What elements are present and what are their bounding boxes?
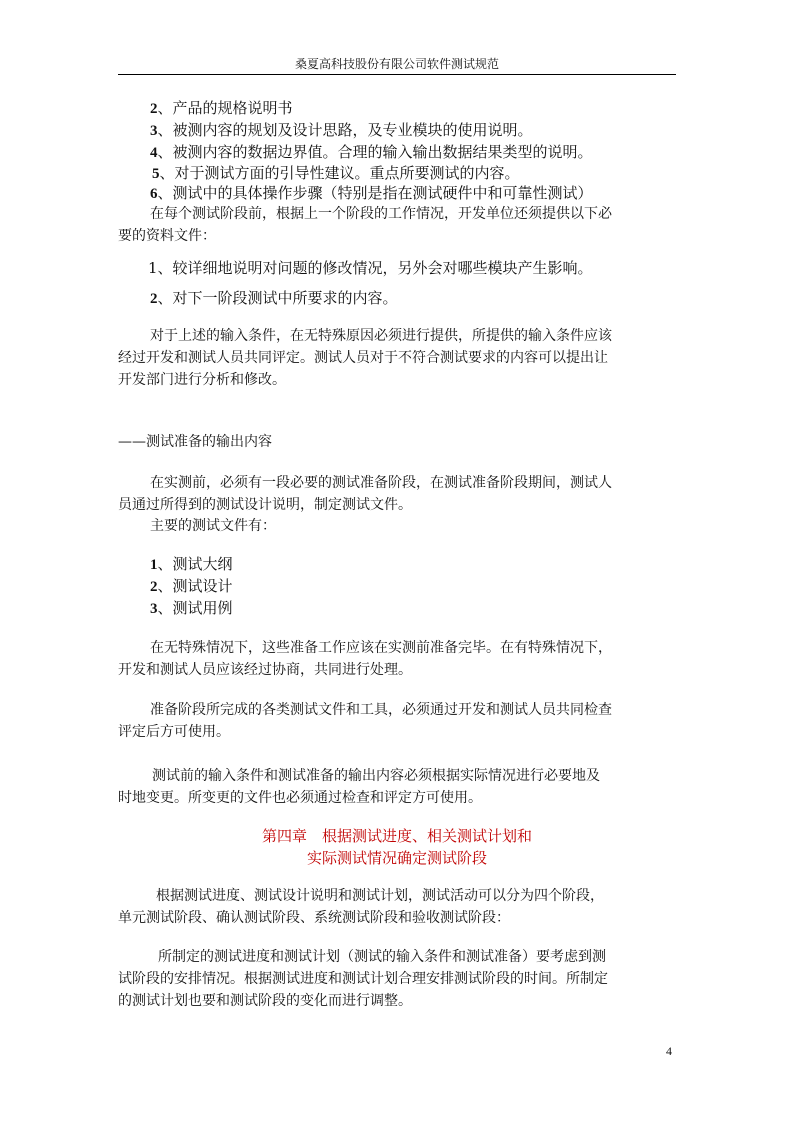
list-item bbox=[150, 119, 533, 140]
paragraph-line: 单元测试阶段、确认测试阶段、系统测试阶段和验收测试阶段： bbox=[118, 910, 510, 926]
list-item bbox=[150, 575, 233, 596]
list-item-text: 、对于测试方面的引导性建议。重点所要测试的内容。 bbox=[159, 164, 520, 182]
list-item-text: 、产品的规格说明书 bbox=[157, 99, 293, 117]
list-item bbox=[150, 597, 233, 618]
list-item-number: 4 bbox=[150, 145, 158, 161]
paragraph-line: 时地变更。所变更的文件也必须通过检查和评定方可使用。 bbox=[118, 790, 482, 806]
paragraph-line: 在无特殊情况下，这些准备工作应该在实测前准备完毕。在有特殊情况下， bbox=[150, 640, 612, 656]
paragraph-line: 开发部门进行分析和修改。 bbox=[118, 372, 286, 388]
list-item-number: 2 bbox=[150, 579, 158, 595]
list-item-text: 、测试用例 bbox=[157, 599, 233, 617]
chapter-heading-line1: 第四章 根据测试进度、相关测试计划和 bbox=[261, 827, 532, 845]
paragraph-line: 测试前的输入条件和测试准备的输出内容必须根据实际情况进行必要地及 bbox=[152, 768, 600, 784]
paragraph-line: 所制定的测试进度和测试计划（测试的输入条件和测试准备）要考虑到测 bbox=[158, 949, 606, 965]
paragraph-line: 员通过所得到的测试设计说明，制定测试文件。 bbox=[118, 497, 412, 513]
list-item bbox=[148, 257, 593, 278]
paragraph-line: 试阶段的安排情况。根据测试进度和测试计划合理安排测试阶段的时间。所制定 bbox=[118, 971, 608, 987]
list-item bbox=[150, 182, 593, 203]
paragraph-line: 对于上述的输入条件，在无特殊原因必须进行提供，所提供的输入条件应该 bbox=[150, 328, 612, 344]
list-item-text: 、被测内容的规划及设计思路，及专业模块的使用说明。 bbox=[157, 121, 533, 139]
paragraph-line: 准备阶段所完成的各类测试文件和工具，必须通过开发和测试人员共同检查 bbox=[150, 702, 612, 718]
paragraph-line: 评定后方可使用。 bbox=[118, 724, 230, 740]
list-item-number: 1 bbox=[148, 259, 158, 277]
list-item-number: 2 bbox=[150, 101, 158, 117]
list-item-text: 、测试中的具体操作步骤（特别是指在测试硬件中和可靠性测试） bbox=[157, 184, 593, 202]
list-item bbox=[150, 287, 398, 308]
paragraph-line: 在每个测试阶段前，根据上一个阶段的工作情况，开发单位还须提供以下必 bbox=[150, 206, 612, 222]
list-item-number: 6 bbox=[150, 186, 158, 202]
list-item-number: 1 bbox=[150, 557, 158, 573]
section-title: ——测试准备的输出内容 bbox=[118, 434, 272, 450]
chapter-heading-line2: 实际测试情况确定测试阶段 bbox=[306, 849, 487, 867]
list-item-text: 、测试设计 bbox=[157, 577, 233, 595]
list-item bbox=[150, 97, 293, 118]
list-item bbox=[150, 141, 593, 162]
list-item-text: 、被测内容的数据边界值。合理的输入输出数据结果类型的说明。 bbox=[157, 143, 593, 161]
list-item bbox=[152, 162, 520, 183]
paragraph-line: 要的资料文件： bbox=[118, 228, 216, 244]
page-header-title: 桑夏高科技股份有限公司软件测试规范 bbox=[294, 57, 499, 71]
list-item-number: 2 bbox=[150, 291, 158, 307]
paragraph-line: 在实测前，必须有一段必要的测试准备阶段，在测试准备阶段期间，测试人 bbox=[150, 475, 612, 491]
list-item-text: 、对下一阶段测试中所要求的内容。 bbox=[157, 289, 398, 307]
paragraph-line: 的测试计划也要和测试阶段的变化而进行调整。 bbox=[118, 993, 412, 1009]
page-number: 4 bbox=[666, 1044, 672, 1058]
header-divider bbox=[118, 74, 676, 75]
list-item-number: 5 bbox=[152, 166, 160, 182]
paragraph-line: 根据测试进度、测试设计说明和测试计划，测试活动可以分为四个阶段， bbox=[156, 888, 604, 904]
list-item-text: 、较详细地说明对问题的修改情况，另外会对哪些模块产生影响。 bbox=[157, 259, 593, 277]
paragraph-line: 开发和测试人员应该经过协商，共同进行处理。 bbox=[118, 662, 412, 678]
list-item-text: 、测试大纲 bbox=[157, 555, 233, 573]
list-item-number: 3 bbox=[150, 123, 158, 139]
list-item-number: 3 bbox=[150, 601, 158, 617]
paragraph-line: 经过开发和测试人员共同评定。测试人员对于不符合测试要求的内容可以提出让 bbox=[118, 350, 608, 366]
list-item bbox=[150, 553, 233, 574]
paragraph-line: 主要的测试文件有： bbox=[150, 518, 276, 534]
